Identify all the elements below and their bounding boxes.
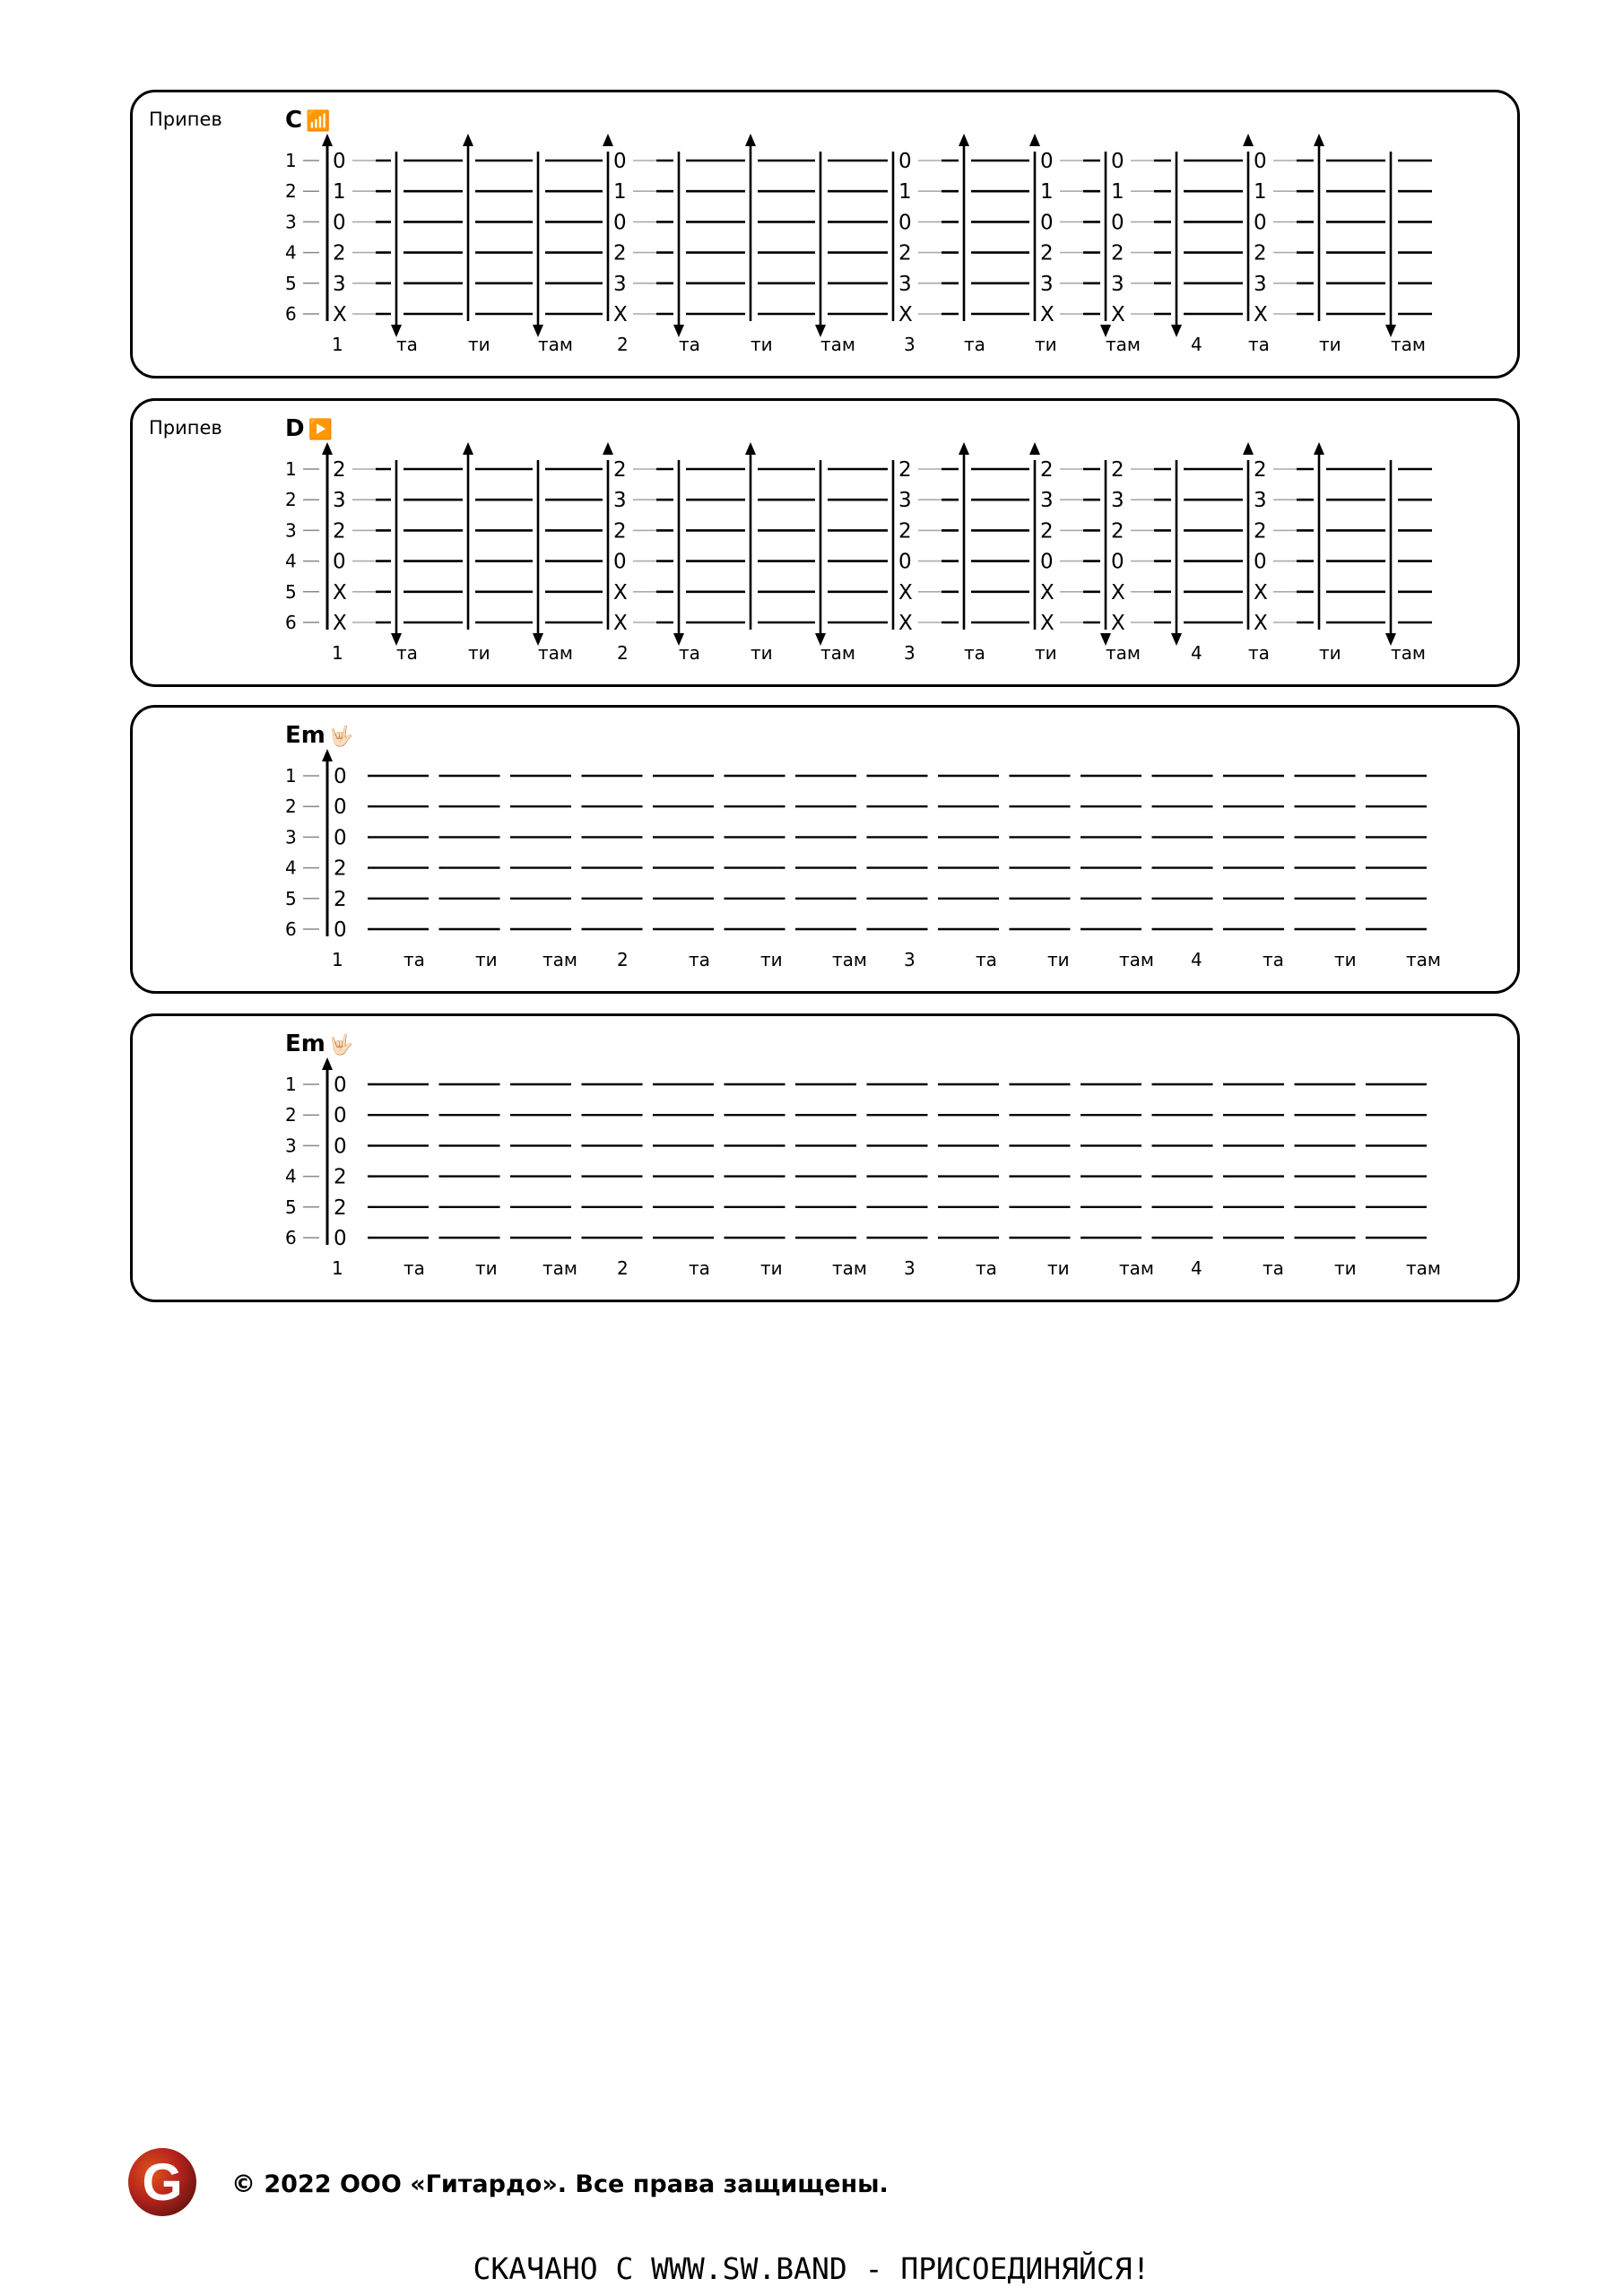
fret-value: 0 <box>1254 150 1267 173</box>
fret-value: 0 <box>898 211 912 235</box>
fret-value: 3 <box>898 489 912 513</box>
fret-value: 1 <box>333 180 346 204</box>
fret-value: X <box>898 612 913 635</box>
beat-label: та <box>396 334 418 355</box>
fret-value: 1 <box>898 180 912 204</box>
chord-label: Em <box>285 1031 325 1057</box>
beat-label: 4 <box>1191 949 1202 970</box>
fret-value: 2 <box>334 887 347 911</box>
fret-value: 0 <box>334 826 347 850</box>
fret-value: 0 <box>334 1104 347 1128</box>
copyright-text: © 2022 ООО «Гитардо». Все права защищены. <box>231 2170 889 2198</box>
fret-value: X <box>1040 580 1055 604</box>
fret-value: 0 <box>333 211 346 235</box>
beat-label: та <box>679 334 700 355</box>
beat-label: 4 <box>1191 334 1202 355</box>
fret-value: 2 <box>334 1196 347 1220</box>
fret-value: 0 <box>613 150 627 173</box>
beat-label: там <box>1406 1257 1441 1279</box>
string-number: 2 <box>285 796 297 818</box>
fret-value: 3 <box>1040 489 1054 513</box>
fret-value: X <box>1254 303 1268 326</box>
fret-value: X <box>613 580 628 604</box>
fret-value: 3 <box>613 489 627 513</box>
string-number: 1 <box>285 458 297 480</box>
fret-value: X <box>898 580 913 604</box>
fret-value: 2 <box>1111 458 1124 482</box>
fret-value: 0 <box>1040 211 1054 235</box>
beat-label: та <box>976 949 997 970</box>
string-number: 1 <box>285 765 297 787</box>
beat-label: 2 <box>617 642 629 664</box>
beat-label: 3 <box>904 642 916 664</box>
fret-value: 2 <box>613 458 627 482</box>
fret-value: 0 <box>334 918 347 942</box>
string-number: 4 <box>285 241 297 264</box>
beat-label: 2 <box>617 334 629 355</box>
beat-label: 3 <box>904 334 916 355</box>
beat-label: 2 <box>617 949 629 970</box>
fret-value: X <box>1040 303 1055 326</box>
beat-label: 1 <box>332 642 343 664</box>
fret-value: 0 <box>1111 211 1124 235</box>
beat-label: та <box>1263 949 1284 970</box>
tablature <box>133 708 1517 991</box>
string-number: 3 <box>285 1135 297 1157</box>
fret-value: 2 <box>333 241 346 265</box>
beat-label: ти <box>760 949 783 970</box>
fret-value: 3 <box>613 272 627 296</box>
fret-value: 0 <box>898 150 912 173</box>
fret-value: 3 <box>1111 272 1124 296</box>
string-number: 4 <box>285 857 297 879</box>
fret-value: 3 <box>1254 489 1267 513</box>
tab-block-3 <box>130 705 1520 994</box>
fret-value: X <box>613 303 628 326</box>
fret-value: 2 <box>1111 241 1124 265</box>
fret-value: 0 <box>1040 550 1054 574</box>
fret-value: 0 <box>334 765 347 788</box>
fret-value: 0 <box>334 1135 347 1159</box>
fret-value: X <box>1111 580 1125 604</box>
fret-value: 2 <box>613 241 627 265</box>
string-number: 6 <box>285 918 297 940</box>
string-number: 3 <box>285 826 297 848</box>
string-number: 5 <box>285 887 297 909</box>
fret-value: 0 <box>613 211 627 235</box>
fret-value: X <box>1254 580 1268 604</box>
fret-value: 0 <box>334 1227 347 1250</box>
fret-value: 0 <box>333 150 346 173</box>
beat-label: 2 <box>617 1257 629 1279</box>
beat-label: та <box>1248 642 1270 664</box>
fret-value: X <box>898 303 913 326</box>
beat-label: ти <box>1035 642 1057 664</box>
beat-label: там <box>1119 1257 1154 1279</box>
tablature <box>133 1016 1517 1300</box>
string-number: 2 <box>285 1104 297 1126</box>
string-number: 5 <box>285 272 297 294</box>
fret-value: X <box>333 580 347 604</box>
beat-label: там <box>538 642 573 664</box>
tablature <box>133 92 1517 376</box>
fret-value: X <box>1111 612 1125 635</box>
fret-value: 2 <box>1040 241 1054 265</box>
beat-label: там <box>542 1257 577 1279</box>
beat-label: ти <box>1319 642 1341 664</box>
fret-value: 3 <box>1254 272 1267 296</box>
chord-emoji-icon: ▶️ <box>308 419 333 441</box>
fret-value: 2 <box>898 519 912 544</box>
chord-label: C <box>285 107 303 134</box>
string-number: 6 <box>285 612 297 633</box>
section-label: Припев <box>149 109 222 130</box>
string-number: 1 <box>285 150 297 171</box>
beat-label: там <box>542 949 577 970</box>
beat-label: там <box>820 642 855 664</box>
fret-value: 0 <box>1254 550 1267 574</box>
beat-label: там <box>832 949 867 970</box>
string-number: 2 <box>285 489 297 511</box>
beat-label: 3 <box>904 949 916 970</box>
beat-label: ти <box>1334 1257 1357 1279</box>
tab-block-4 <box>130 1013 1520 1302</box>
fret-value: X <box>1040 612 1055 635</box>
beat-label: ти <box>751 642 773 664</box>
beat-label: ти <box>468 642 490 664</box>
fret-value: 2 <box>898 241 912 265</box>
fret-value: 2 <box>334 1165 347 1189</box>
beat-label: ти <box>760 1257 783 1279</box>
fret-value: 0 <box>613 550 627 574</box>
fret-value: 2 <box>334 857 347 881</box>
chord-label: D <box>285 415 305 442</box>
fret-value: 0 <box>334 796 347 820</box>
fret-value: 2 <box>613 519 627 544</box>
beat-label: там <box>832 1257 867 1279</box>
fret-value: 0 <box>1040 150 1054 173</box>
beat-label: ти <box>1035 334 1057 355</box>
beat-label: 1 <box>332 1257 343 1279</box>
beat-label: ти <box>468 334 490 355</box>
beat-label: там <box>1406 949 1441 970</box>
beat-label: ти <box>751 334 773 355</box>
beat-label: там <box>820 334 855 355</box>
fret-value: 0 <box>334 1074 347 1097</box>
string-number: 3 <box>285 211 297 233</box>
fret-value: X <box>613 612 628 635</box>
beat-label: та <box>404 949 425 970</box>
fret-value: 1 <box>1040 180 1054 204</box>
chord-emoji-icon: 🤟🏻 <box>328 1034 354 1057</box>
chord-emoji-icon: 🤟🏻 <box>328 726 354 748</box>
beat-label: та <box>1248 334 1270 355</box>
chord-label: Em <box>285 722 325 749</box>
fret-value: 0 <box>898 550 912 574</box>
beat-label: та <box>689 949 710 970</box>
string-number: 4 <box>285 550 297 572</box>
fret-value: 2 <box>333 519 346 544</box>
string-number: 5 <box>285 580 297 603</box>
fret-value: 2 <box>1040 519 1054 544</box>
beat-label: ти <box>1047 949 1070 970</box>
string-number: 3 <box>285 519 297 542</box>
fret-value: 1 <box>1254 180 1267 204</box>
beat-label: ти <box>475 1257 498 1279</box>
string-number: 2 <box>285 180 297 203</box>
fret-value: 0 <box>1111 150 1124 173</box>
gitardo-logo <box>128 2148 196 2216</box>
beat-label: ти <box>1334 949 1357 970</box>
beat-label: 1 <box>332 949 343 970</box>
fret-value: X <box>1254 612 1268 635</box>
beat-label: та <box>679 642 700 664</box>
beat-label: та <box>404 1257 425 1279</box>
section-label: Припев <box>149 417 222 439</box>
fret-value: 1 <box>1111 180 1124 204</box>
string-number: 6 <box>285 1227 297 1248</box>
beat-label: та <box>964 642 985 664</box>
string-number: 5 <box>285 1196 297 1218</box>
download-banner[interactable]: СКАЧАНО С WWW.SW.BAND - ПРИСОЕДИНЯЙСЯ! <box>473 2251 1150 2286</box>
tab-block-1 <box>130 90 1520 378</box>
fret-value: 3 <box>333 272 346 296</box>
logo-letter: G <box>142 2152 183 2212</box>
fret-value: 3 <box>1040 272 1054 296</box>
beat-label: там <box>1119 949 1154 970</box>
fret-value: 2 <box>1040 458 1054 482</box>
string-number: 4 <box>285 1165 297 1187</box>
beat-label: там <box>1391 334 1426 355</box>
beat-label: ти <box>1047 1257 1070 1279</box>
tablature <box>133 401 1517 684</box>
string-number: 1 <box>285 1074 297 1095</box>
fret-value: 3 <box>1111 489 1124 513</box>
string-number: 6 <box>285 303 297 325</box>
beat-label: там <box>538 334 573 355</box>
fret-value: 1 <box>613 180 627 204</box>
chord-emoji-icon: 📶 <box>306 110 331 133</box>
tab-block-2 <box>130 398 1520 687</box>
beat-label: 3 <box>904 1257 916 1279</box>
beat-label: 4 <box>1191 642 1202 664</box>
fret-value: 2 <box>1111 519 1124 544</box>
fret-value: 0 <box>333 550 346 574</box>
beat-label: та <box>396 642 418 664</box>
fret-value: 2 <box>1254 458 1267 482</box>
beat-label: та <box>689 1257 710 1279</box>
beat-label: та <box>1263 1257 1284 1279</box>
fret-value: 2 <box>898 458 912 482</box>
beat-label: там <box>1106 642 1141 664</box>
beat-label: 1 <box>332 334 343 355</box>
fret-value: 2 <box>1254 519 1267 544</box>
beat-label: там <box>1391 642 1426 664</box>
beat-label: 4 <box>1191 1257 1202 1279</box>
beat-label: ти <box>1319 334 1341 355</box>
fret-value: 0 <box>1254 211 1267 235</box>
fret-value: 3 <box>898 272 912 296</box>
beat-label: ти <box>475 949 498 970</box>
fret-value: X <box>333 612 347 635</box>
beat-label: та <box>964 334 985 355</box>
fret-value: X <box>1111 303 1125 326</box>
beat-label: та <box>976 1257 997 1279</box>
fret-value: 2 <box>333 458 346 482</box>
fret-value: 3 <box>333 489 346 513</box>
fret-value: X <box>333 303 347 326</box>
beat-label: там <box>1106 334 1141 355</box>
fret-value: 0 <box>1111 550 1124 574</box>
fret-value: 2 <box>1254 241 1267 265</box>
